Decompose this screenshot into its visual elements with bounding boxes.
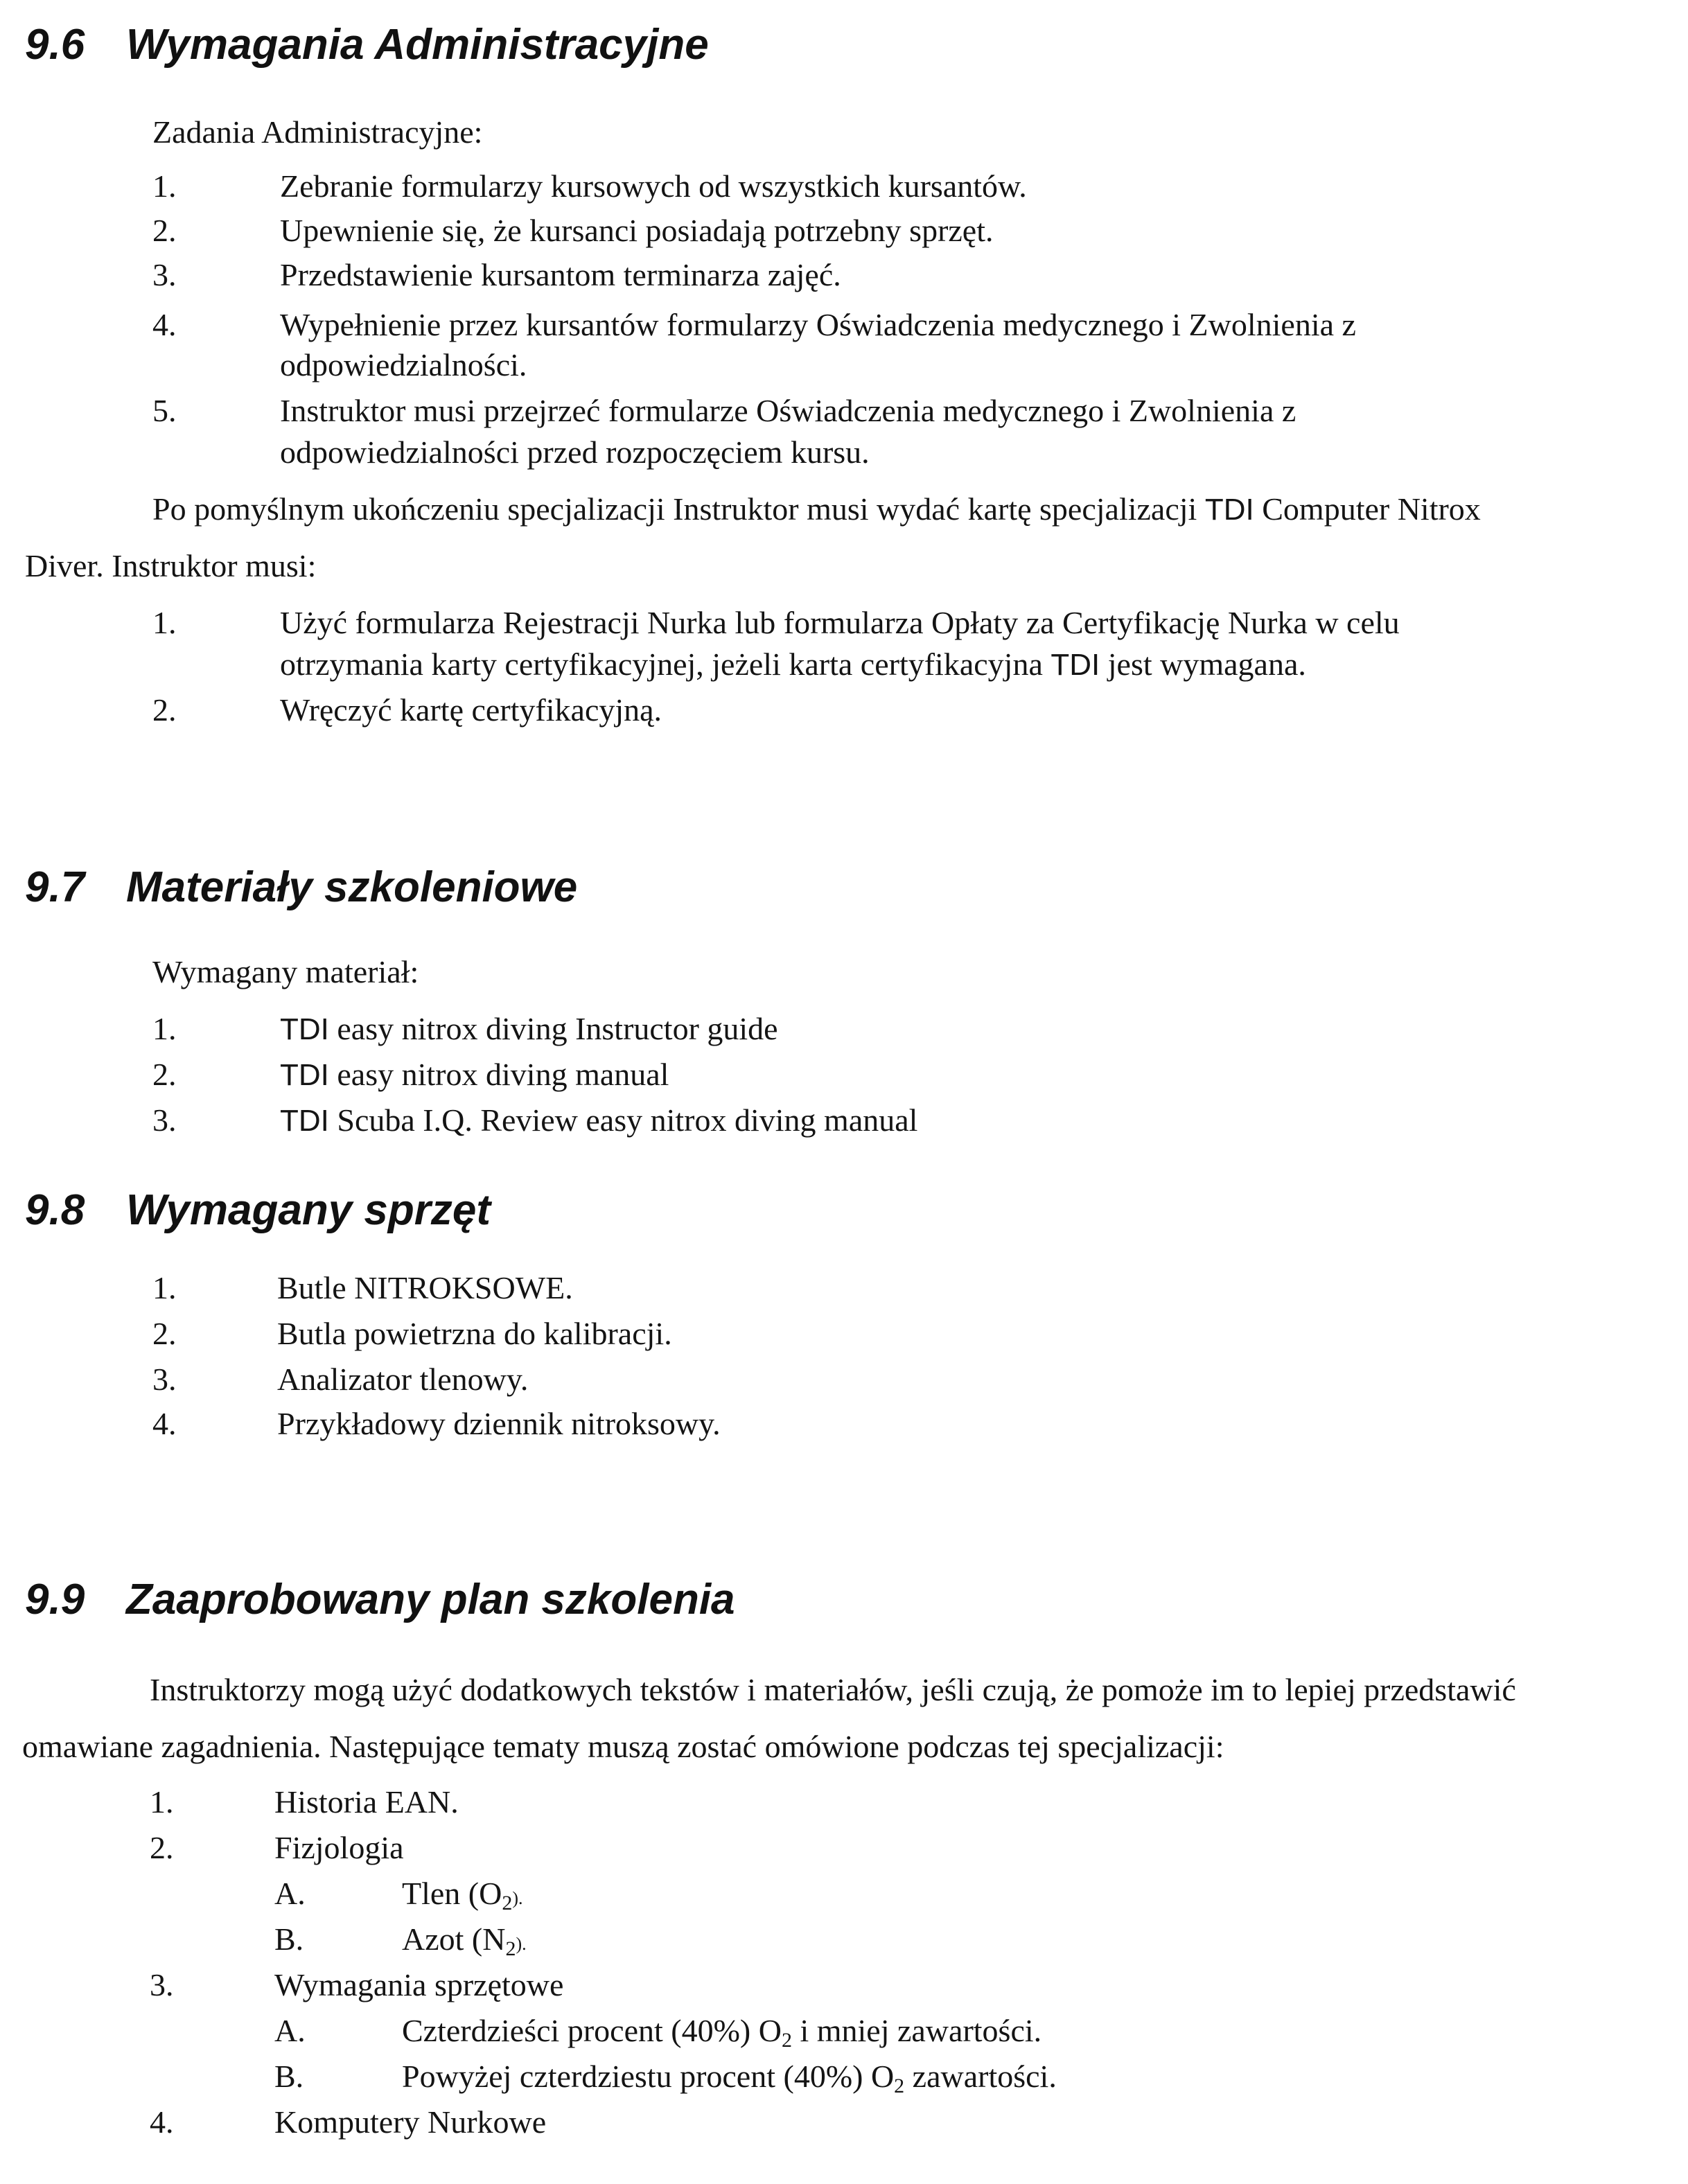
item-text: Historia EAN. [274, 1784, 459, 1820]
item-text [280, 646, 1306, 682]
item-number: 5. [152, 393, 177, 428]
item-text-part: Czterdzieści procent (40%) O [402, 2013, 782, 2048]
item-text-part: ). [516, 1934, 527, 1954]
section-heading-9-8 [25, 1186, 491, 1234]
tdi-brand: TDI [280, 1012, 329, 1046]
item-text-part: ). [512, 1888, 523, 1908]
item-number: 3. [152, 1102, 177, 1138]
subscript: 2 [781, 2029, 792, 2052]
item-number: 1. [152, 168, 177, 204]
subscript: 2 [894, 2075, 905, 2097]
admin-tasks-intro: Zadania Administracyjne: [152, 114, 483, 150]
item-text [402, 1921, 527, 1960]
item-text: Wręczyć kartę certyfikacyjną. [280, 692, 662, 728]
item-text [402, 2013, 1042, 2052]
item-text: Butle NITROKSOWE. [277, 1270, 573, 1305]
item-number: 1. [152, 1011, 177, 1046]
item-letter: A. [274, 1876, 306, 1911]
item-text: Fizjologia [274, 1830, 404, 1865]
section-title: Wymagania Administracyjne [126, 21, 709, 69]
item-text-part: easy nitrox diving Instructor guide [328, 1011, 778, 1046]
item-text [402, 1876, 523, 1914]
item-number: 3. [150, 1967, 174, 2002]
item-number: 1. [152, 605, 177, 640]
item-text: Wypełnienie przez kursantów formularzy Oświadczenia medycznego i Zwolnienia z [280, 307, 1356, 342]
item-number: 2. [152, 1316, 177, 1351]
item-text-part: zawartości. [904, 2059, 1057, 2094]
item-number: 2. [150, 1830, 174, 1865]
section-title: Zaaprobowany plan szkolenia [126, 1576, 735, 1623]
item-letter: A. [274, 2013, 306, 2048]
item-number: 4. [152, 307, 177, 342]
item-text-part: jest wymagana. [1100, 646, 1306, 682]
item-text: Przykładowy dziennik nitroksowy. [277, 1406, 721, 1441]
item-number: 3. [152, 257, 177, 292]
item-number: 1. [152, 1270, 177, 1305]
item-letter: B. [274, 2059, 304, 2094]
subscript: 2 [505, 1937, 516, 1960]
paragraph-text: Po pomyślnym ukończeniu specjalizacji Instruktor musi wydać kartę specjalizacji [152, 491, 1197, 527]
subscript: 2 [502, 1892, 513, 1914]
item-text-part: Scuba I.Q. Review easy nitrox diving manual [328, 1102, 918, 1138]
item-text-part: easy nitrox diving manual [328, 1057, 669, 1092]
item-text: odpowiedzialności przed rozpoczęciem kursu. [280, 434, 870, 470]
tdi-brand: TDI [280, 1058, 329, 1092]
item-text-part: otrzymania karty certyfikacyjnej, jeżeli karta certyfikacyjna [280, 646, 1051, 682]
section-number: 9.6 [25, 21, 85, 69]
item-letter: B. [274, 1921, 304, 1957]
tdi-brand: TDI [1204, 493, 1254, 527]
plan-paragraph-line1: Instruktorzy mogą użyć dodatkowych tekstów i materiałów, jeśli czują, że pomoże im to lepiej przedstawić [150, 1672, 1516, 1707]
item-text: Instruktor musi przejrzeć formularze Oświadczenia medycznego i Zwolnienia z [280, 393, 1296, 428]
item-number: 4. [152, 1406, 177, 1441]
tdi-brand: TDI [1050, 648, 1100, 682]
section-title: Wymagany sprzęt [126, 1186, 491, 1234]
item-text: Użyć formularza Rejestracji Nurka lub formularza Opłaty za Certyfikację Nurka w celu [280, 605, 1400, 640]
section-number: 9.7 [25, 863, 85, 911]
item-text-part: Powyżej czterdziestu procent (40%) O [402, 2059, 895, 2094]
certification-paragraph-line2: Diver. Instruktor musi: [25, 548, 317, 583]
item-number: 4. [150, 2104, 174, 2140]
item-text: Przedstawienie kursantom terminarza zajęć. [280, 257, 841, 292]
item-text [402, 2059, 1057, 2097]
item-number: 3. [152, 1362, 177, 1397]
item-text: Butla powietrzna do kalibracji. [277, 1316, 672, 1351]
section-title: Materiały szkoleniowe [126, 863, 578, 911]
tdi-brand: TDI [280, 1104, 329, 1138]
section-heading-9-7 [25, 863, 578, 911]
certification-paragraph [152, 493, 1481, 525]
item-text: Wymagania sprzętowe [274, 1967, 564, 2002]
paragraph-text: Computer Nitrox [1254, 491, 1481, 527]
section-heading-9-6 [25, 21, 709, 69]
item-text: Upewnienie się, że kursanci posiadają potrzebny sprzęt. [280, 213, 994, 248]
item-text: Analizator tlenowy. [277, 1362, 529, 1397]
section-number: 9.8 [25, 1186, 85, 1234]
item-text [280, 1059, 669, 1091]
item-text-part: i mniej zawartości. [791, 2013, 1042, 2048]
section-number: 9.9 [25, 1576, 85, 1623]
item-number: 2. [152, 213, 177, 248]
item-text-part: Tlen (O [402, 1876, 502, 1911]
plan-paragraph-line2: omawiane zagadnienia. Następujące tematy muszą zostać omówione podczas tej specjalizacji: [22, 1729, 1224, 1764]
item-text [280, 1104, 917, 1136]
item-text: Komputery Nurkowe [274, 2104, 547, 2140]
item-text: odpowiedzialności. [280, 347, 527, 382]
item-text: Zebranie formularzy kursowych od wszystkich kursantów. [280, 168, 1027, 204]
materials-intro: Wymagany materiał: [152, 954, 419, 989]
item-number: 2. [152, 692, 177, 728]
item-text-part: Azot (N [402, 1921, 506, 1957]
item-number: 1. [150, 1784, 174, 1820]
section-heading-9-9 [25, 1578, 735, 1621]
item-number: 2. [152, 1057, 177, 1092]
item-text [280, 1013, 778, 1045]
